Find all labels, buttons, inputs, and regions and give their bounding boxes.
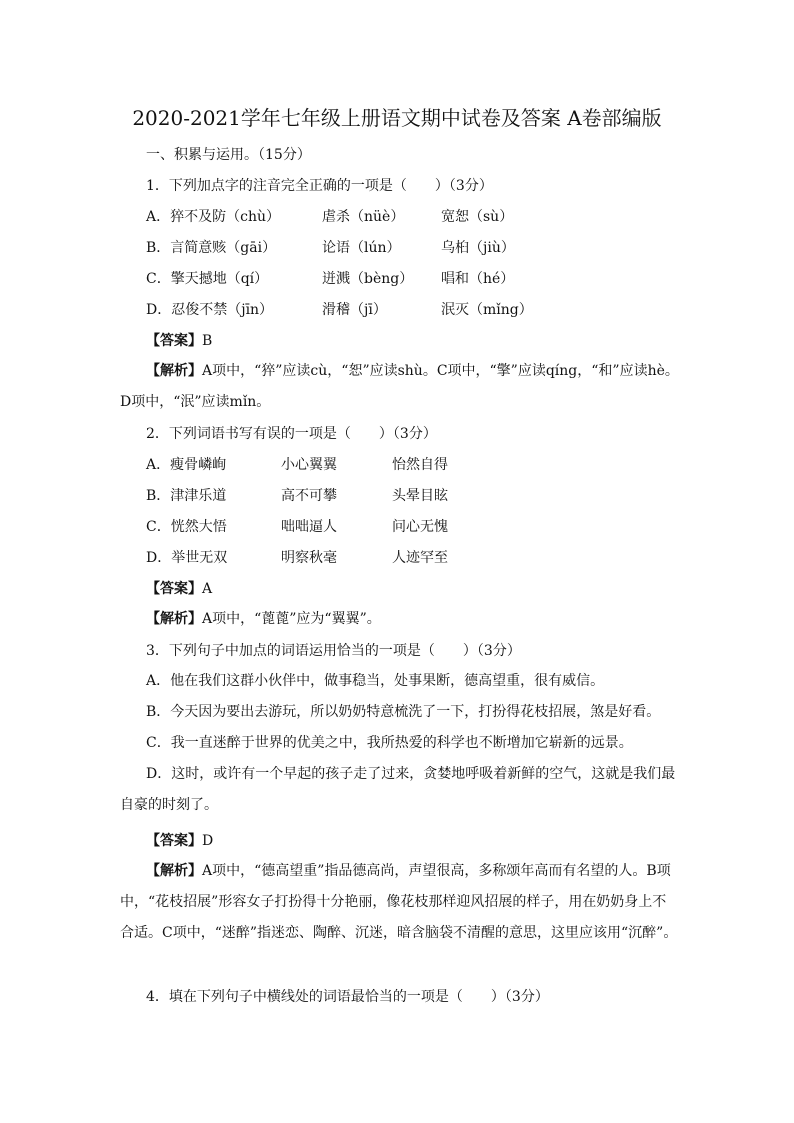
question-1-analysis (120, 356, 680, 418)
option-cell: B．津津乐道 (146, 488, 227, 504)
analysis-text: A项中，“猝”应读cù，“恕”应读shù。C项中，“擎”应读qíng，“和”应读hè。D项中，“泯”应读mǐn。 (120, 363, 679, 410)
answer-value: A (202, 581, 213, 597)
answer-tag: 【答案】 (146, 581, 202, 597)
answer-value: B (202, 333, 213, 349)
option-cell: 迸溅（bèng） (322, 271, 414, 287)
option-cell: 宽恕（sù） (441, 209, 514, 225)
option-cell: C．恍然大悟 (146, 519, 227, 535)
document-title: 2020-2021学年七年级上册语文期中试卷及答案 A卷部编版 (132, 106, 662, 130)
option-cell: 咄咄逼人 (281, 519, 337, 535)
analysis-text: A项中，“德高望重”指品德高尚，声望很高，多称颂年高而有名望的人。B项中，“花枝招展”形容女子打扮得十分艳丽，像花枝那样迎风招展的样子，用在奶奶身上不合适。C项中，“迷醉”指迷恋、陶醉、沉迷，暗含脑袋不清醒的意思，这里应该用“沉醉”。 (120, 863, 678, 941)
option-cell: 明察秋毫 (281, 550, 337, 566)
question-4-stem: 4．填在下列句子中横线处的词语最恰当的一项是（ ）（3分） (146, 989, 549, 1005)
answer-value: D (202, 833, 214, 849)
option-cell: D．举世无双 (146, 550, 228, 566)
option-cell: 滑稽（jī） (322, 302, 387, 318)
option-cell: 唱和（hé） (441, 271, 515, 287)
section-heading: 一、积累与运用。（15分） (146, 147, 311, 163)
option-cell: A．瘦骨嶙峋 (146, 457, 227, 473)
option-cell: A．猝不及防（chù） (146, 209, 280, 225)
analysis-tag: 【解析】 (146, 611, 202, 627)
question-3-option-a: A．他在我们这群小伙伴中，做事稳当，处事果断，德高望重，很有威信。 (146, 673, 605, 689)
option-cell: 小心翼翼 (281, 457, 337, 473)
option-cell: 论语（lún） (322, 240, 401, 256)
question-2-answer (146, 579, 212, 599)
question-3-option-d: D．这时，或许有一个早起的孩子走了过来，贪婪地呼吸着新鲜的空气，这就是我们最自豪的时刻了。 (120, 766, 676, 813)
option-cell: 头晕目眩 (392, 488, 448, 504)
option-cell: 虐杀（nüè） (322, 209, 405, 225)
option-cell: 问心无愧 (392, 519, 448, 535)
option-cell: C．擎天撼地（qí） (146, 271, 269, 287)
question-3-option-c: C．我一直迷醉于世界的优美之中，我所热爱的科学也不断增加它崭新的远景。 (146, 735, 633, 751)
option-cell: 人迹罕至 (392, 550, 448, 566)
answer-tag: 【答案】 (146, 333, 202, 349)
analysis-tag: 【解析】 (146, 363, 202, 379)
option-cell: 泯灭（mǐng） (441, 302, 533, 318)
question-1-answer (146, 331, 212, 351)
question-1-stem: 1．下列加点字的注音完全正确的一项是（ ）（3分） (146, 178, 493, 194)
option-cell: 怡然自得 (392, 457, 448, 473)
analysis-text: A项中，“蓖蓖”应为“翼翼”。 (202, 611, 381, 627)
answer-tag: 【答案】 (146, 833, 202, 849)
question-3-analysis (120, 856, 680, 949)
question-2-analysis (120, 604, 680, 635)
option-cell: B．言简意赅（gāi） (146, 240, 277, 256)
question-2-stem: 2．下列词语书写有误的一项是（ ）（3分） (146, 426, 437, 442)
analysis-tag: 【解析】 (146, 863, 202, 879)
question-3-stem: 3．下列句子中加点的词语运用恰当的一项是（ ）（3分） (146, 643, 521, 659)
option-cell: 高不可攀 (281, 488, 337, 504)
option-cell: D．忍俊不禁（jīn） (146, 302, 274, 318)
question-3-answer (146, 831, 213, 851)
option-cell: 乌桕（jiù） (441, 240, 515, 256)
question-3-option-b: B．今天因为要出去游玩，所以奶奶特意梳洗了一下，打扮得花枝招展，煞是好看。 (146, 704, 661, 720)
